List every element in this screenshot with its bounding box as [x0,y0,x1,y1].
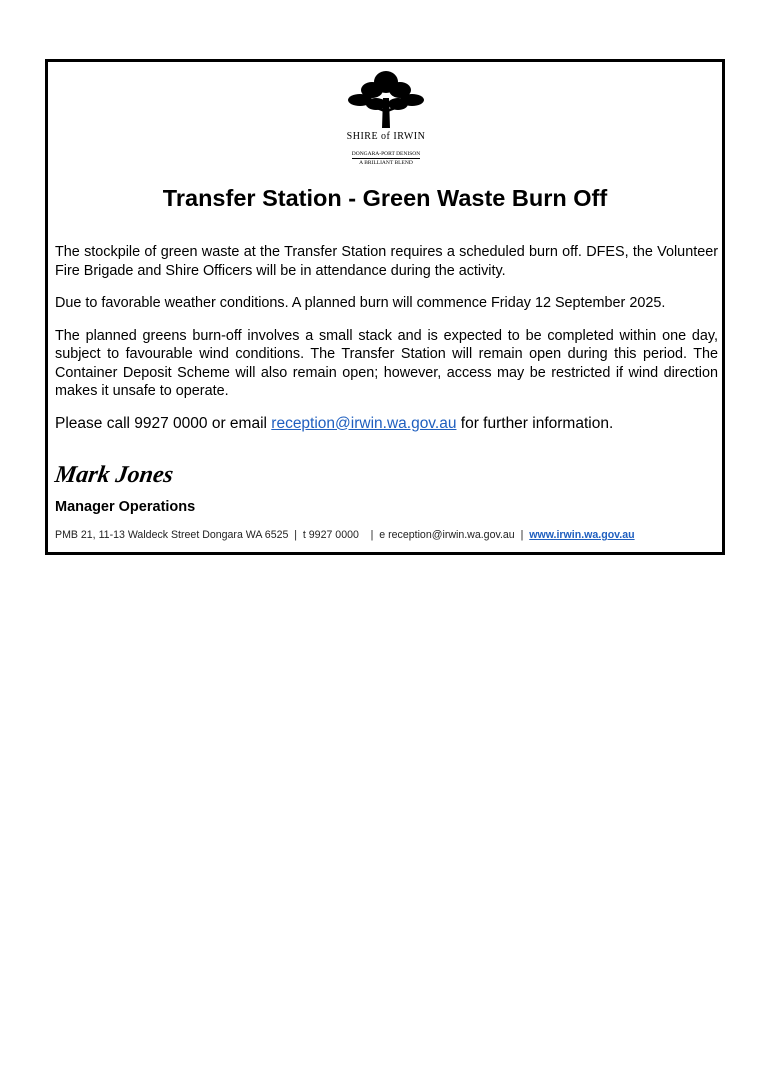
logo-name: SHIRE of IRWIN [346,131,426,142]
paragraph: The stockpile of green waste at the Transfer Station requires a scheduled burn off. DFES, the Volunteer Fire Brigade and Shire Officers will be in attendance during the activity. [55,244,718,279]
notice-body [55,243,718,447]
logo-subtitle: DONGARA-PORT DENISON [351,151,421,157]
contact-text-end: for further information. [456,414,614,432]
footer-address: PMB 21, 11-13 Waldeck Street Dongara WA 6525 | [55,529,303,541]
signatory-role: Manager Operations [55,499,196,515]
paragraph: Due to favorable weather conditions. A planned burn will commence Friday 12 September 2025. [55,295,666,311]
tree-icon [344,68,428,130]
signature: Mark Jones [53,462,175,488]
email-link[interactable]: reception@irwin.wa.gov.au [271,414,457,432]
logo-tagline: A BRILLIANT BLEND [359,160,413,166]
shire-logo [338,68,434,166]
footer-phone: t 9927 0000 | [302,529,380,541]
footer-email: e reception@irwin.wa.gov.au | [379,529,530,541]
footer [55,529,635,541]
contact-text: Please call 9927 0000 or email [55,414,272,432]
website-link[interactable]: www.irwin.wa.gov.au [529,529,635,541]
notice-box [45,59,725,555]
notice-title: Transfer Station - Green Waste Burn Off [162,185,608,211]
contact-paragraph [55,415,718,434]
paragraph: The planned greens burn-off involves a small stack and is expected to be completed within one day, subject to favourable wind conditions. The Transfer Station will remain open during this period. The Container Deposit Scheme will also remain open; however, access may be restricted if wind direction makes it unsafe to operate. [55,327,718,399]
